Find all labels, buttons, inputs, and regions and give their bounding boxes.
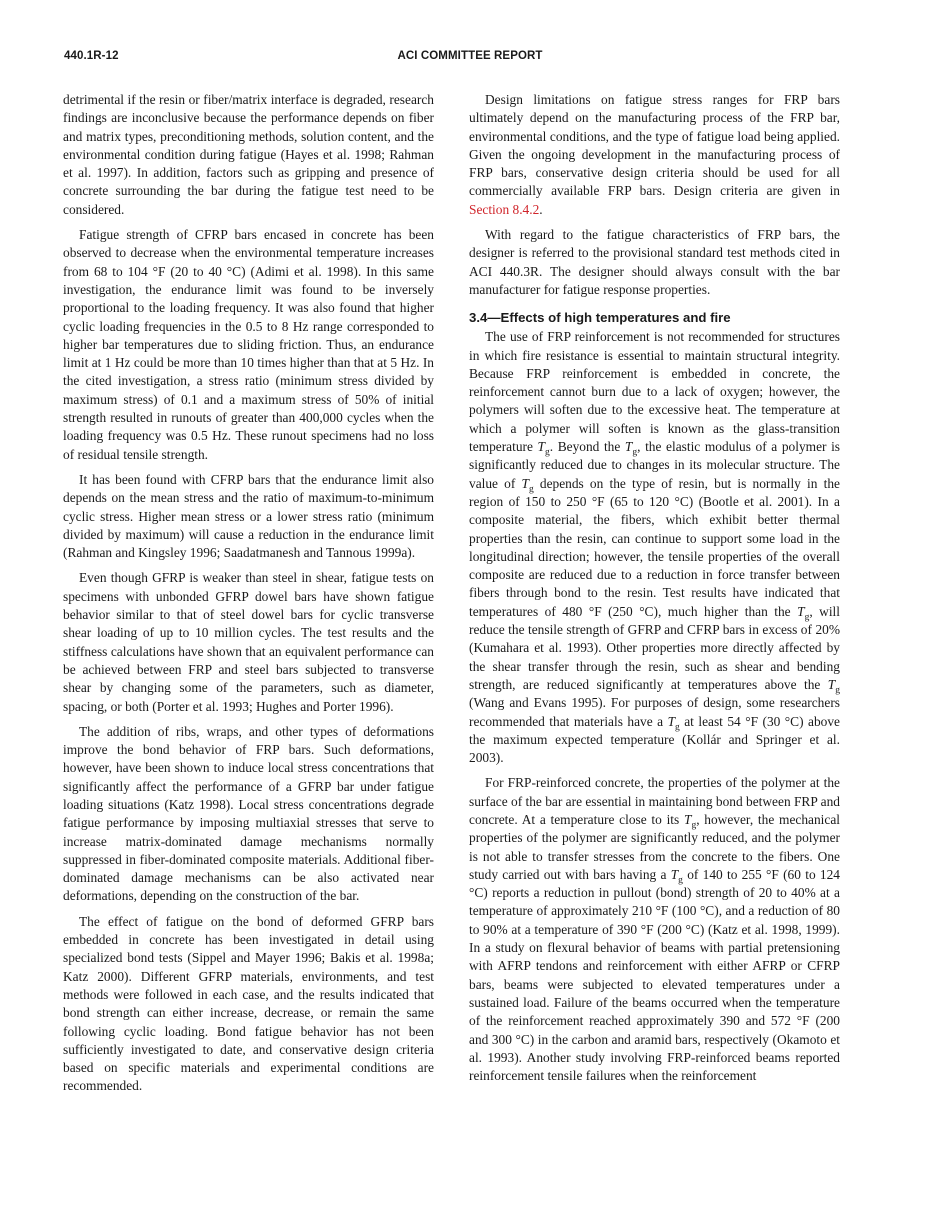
section-heading: 3.4—Effects of high temperatures and fire (469, 310, 731, 326)
paragraph: The use of FRP reinforcement is not recommended for structures in which fire resistance is essential to maintain structural integrity. Because FRP reinforcement is embedded in concrete, the reinforcement cannot burn due to a lack of oxygen; however, the polymers will soften due to the excessive heat. The temperature at which a polymer will soften is known as the glass-transition temperature $T_g$. Beyond the $T_g$, the elastic modulus of a polymer is significantly reduced due to changes in its molecular structure. The value of $T_g$ depends on the type of resin, but is normally in the region of 150 to 250 °F (65 to 120 °C) (Bootle et al. 2001). In a composite material, the fibers, which exhibit better thermal properties than the resin, can continue to support some load in the longitudinal direction; however, the tensile properties of the overall composite are reduced due to a reduction in force transfer between fibers through bond to the resin. Test results have indicated that temperatures of 480 °F (250 °C), much higher than the $T_g$, will reduce the tensile strength of GFRP and CFRP bars in excess of 20% (Kumahara et al. 1993). Other properties more directly affected by the shear transfer through the resin, such as shear and bending strength, are reduced significantly at temperatures above the $T_g$ (Wang and Evans 1995). For purposes of design, some researchers recommended that materials have a $T_g$ at least 54 °F (30 °C) above the maximum expected temperature (Kollár and Springer et al. 2003). (469, 329, 841, 766)
paragraph: Even though GFRP is weaker than steel in shear, fatigue tests on specimens with unbonded GFRP dowel bars have shown fatigue behavior similar to that of steel dowel bars for cyclic transverse shear loading of up to 10 million cycles. The test results and the stiffness calculations have shown that an equivalent performance can be achieved between FRP and steel bars subjected to transverse shear by changing some of the parameters, such as diameter, spacing, or both (Porter et al. 1993; Hughes and Porter 1996). (63, 570, 434, 714)
report-title: ACI COMMITTEE REPORT (397, 50, 543, 62)
running-header (64, 50, 876, 68)
section-link[interactable]: Section 8.4.2 (469, 201, 540, 217)
page-number: 440.1R-12 (64, 50, 119, 62)
paragraph: detrimental if the resin or fiber/matrix interface is degraded, research findings are inconclusive because the performance depends on fiber and matrix types, preconditioning methods, solution content, and the environmental condition during fatigue (Hayes et al. 1998; Rahman et al. 1997). In addition, factors such as gripping and presence of concrete surrounding the bar during the fatigue test need to be considered. (63, 92, 434, 217)
paragraph: Fatigue strength of CFRP bars encased in concrete has been observed to decrease when the environmental temperature increases from 68 to 104 °F (20 to 40 °C) (Adimi et al. 1998). In this same investigation, the endurance limit was found to be inversely proportional to the loading frequency. It was also found that higher cyclic loading frequencies in the 0.5 to 8 Hz range corresponded to higher bar temperatures due to sliding friction. Thus, an endurance limit at 1 Hz could be more than 10 times higher than that at 5 Hz. In the cited investigation, a stress ratio (minimum stress divided by maximum stress) of 0.1 and a maximum stress of 50% of initial strength resulted in runouts of greater than 400,000 cycles when the loading frequency was 0.5 Hz. These runout specimens had no loss of residual tensile strength. (63, 227, 434, 462)
left-column (63, 91, 434, 1103)
paragraph: With regard to the fatigue characteristics of FRP bars, the designer is referred to the provisional standard test methods cited in ACI 440.3R. The designer should always consult with the bar manufacturer for fatigue response properties. (469, 227, 840, 297)
paragraph: The effect of fatigue on the bond of deformed GFRP bars embedded in concrete has been investigated in detail using specialized bond tests (Sippel and Mayer 1996; Bakis et al. 1998a; Katz 2000). Different GFRP materials, environments, and test methods were followed in each case, and the results indicated that bond strength can either increase, decrease, or remain the same following cyclic loading. Bond fatigue behavior has not been sufficiently investigated to date, and conservative design criteria based on specific materials and experimental conditions are recommended. (63, 913, 434, 1094)
paragraph: Design limitations on fatigue stress ranges for FRP bars ultimately depend on the manufacturing process of the FRP bar, environmental conditions, and the type of fatigue load being applied. Given the ongoing development in the manufacturing process of FRP bars, conservative design criteria should be used for all commercially available FRP bars. Design criteria are given in Section 8.4.2. (469, 92, 840, 217)
paragraph: For FRP-reinforced concrete, the properties of the polymer at the surface of the bar are essential in maintaining bond between FRP and concrete. At a temperature close to its $T_g$, however, the mechanical properties of the polymer are significantly reduced, and the polymer is not able to transfer stresses from the concrete to the fibers. One study carried out with bars having a $T_g$ of 140 to 255 °F (60 to 124 °C) reports a reduction in pullout (bond) strength of 20 to 40% at a temperature of approximately 210 °F (100 °C), and a reduction of 80 to 90% at a temperature of 390 °F (200 °C) (Katz et al. 1998, 1999). In a study on flexural behavior of beams with partial pretensioning with AFRP tendons and reinforcement with either AFRP or CFRP bars, beams were subjected to elevated temperatures under a sustained load. Failure of the beams occurred when the temperature of the reinforcement reached approximately 390 and 572 °F (200 and 300 °C) in the carbon and aramid bars, respectively (Okamoto et al. 1993). Another study involving FRP-reinforced beams reported reinforcement tensile failures when the reinforcement (469, 775, 840, 1084)
paragraph: It has been found with CFRP bars that the endurance limit also depends on the mean stress and the ratio of maximum-to-minimum cyclic stress. Higher mean stress or a lower stress ratio (minimum divided by maximum) will cause a reduction in the endurance limit (Rahman and Kingsley 1996; Saadatmanesh and Tannous 1999a). (63, 471, 434, 561)
right-column (469, 91, 840, 1092)
paragraph: The addition of ribs, wraps, and other types of deformations improve the bond behavior of FRP bars. Such deformations, however, have been shown to induce local stress concentrations that significantly affect the performance of a GFRP bar under fatigue loading situations (Katz 1998). Local stress concentrations degrade fatigue performance by imposing multiaxial stresses that serve to increase matrix-dominated damage mechanisms normally suppressed in fiber-dominated composite materials. Additional fiber-dominated damage mechanisms can be also activated near deformations, depending on the construction of the bar. (63, 723, 434, 904)
